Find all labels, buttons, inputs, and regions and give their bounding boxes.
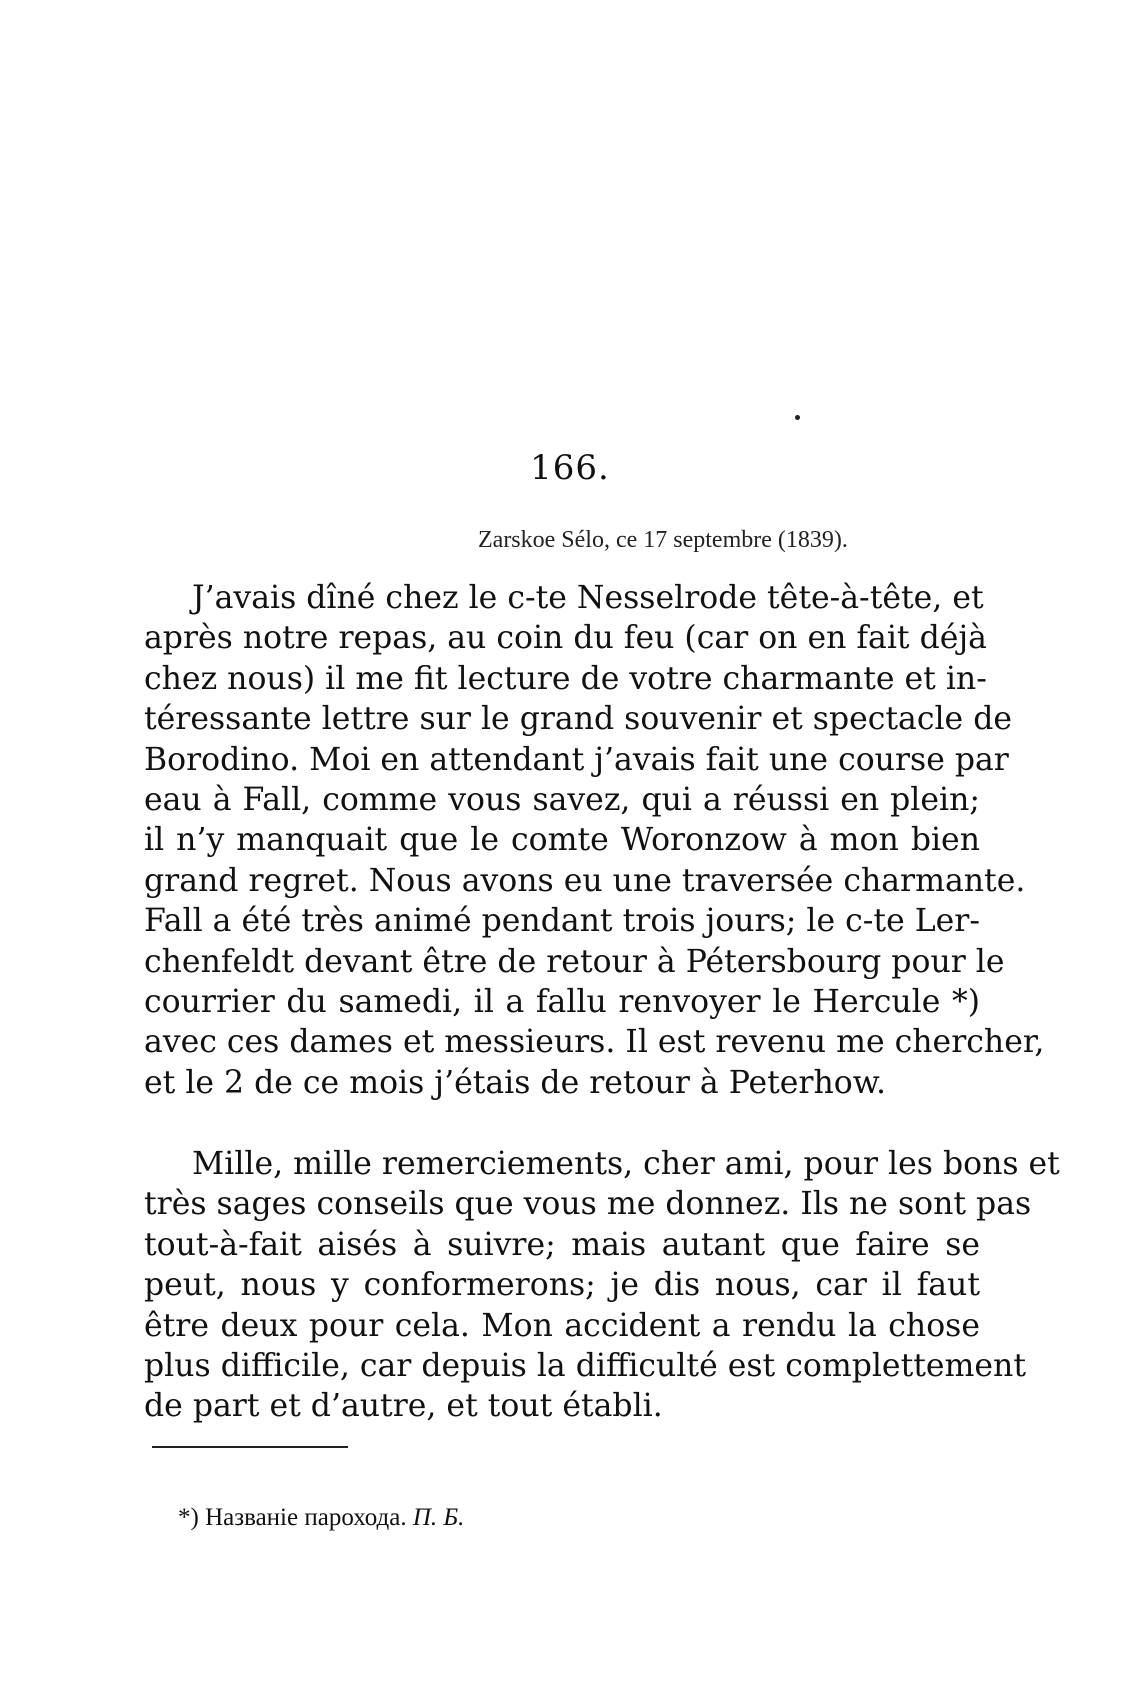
text-line: tout-à-fait aisés à suivre; mais autant que faire se [144, 1226, 980, 1263]
text-line: Fall a été très animé pendant trois jours; le c-te Ler- [144, 903, 980, 940]
text-line: grand regret. Nous avons eu une traversée charmante. [144, 862, 1026, 899]
footnote-text: *) Названіе парохода. [178, 1504, 407, 1531]
text-line: et le 2 de ce mois j’étais de retour à Peterhow. [144, 1064, 886, 1101]
text-line: Mille, mille remerciements, cher ami, pour les bons et [192, 1146, 1060, 1182]
dateline: Zarskoe Sélo, ce 17 septembre (1839). [478, 527, 848, 553]
text-line: il n’y manquait que le comte Woronzow à mon bien [144, 822, 980, 859]
text-line: être deux pour cela. Mon accident a rendu la chose [144, 1307, 980, 1344]
text-line: très sages conseils que vous me donnez. Ils ne sont pas [144, 1186, 1032, 1223]
text-line: plus difficile, car depuis la difficulté est complettement [144, 1348, 1026, 1385]
text-line: J’avais dîné chez le c-te Nesselrode tête-à-tête, et [192, 580, 984, 616]
paragraph-1 [144, 578, 1045, 1103]
text-line: eau à Fall, comme vous savez, qui a réussi en plein; [144, 782, 980, 819]
text-line: de part et d’autre, et tout établi. [144, 1388, 663, 1425]
text-line: chenfeldt devant être de retour à Pétersbourg pour le [144, 943, 1005, 980]
footnote-divider [152, 1446, 348, 1448]
text-line: peut, nous y conformerons; je dis nous, car il faut [144, 1267, 980, 1304]
print-speck [795, 415, 800, 420]
text-line: courrier du samedi, il a fallu renvoyer le Hercule *) [144, 984, 980, 1021]
text-line: avec ces dames et messieurs. Il est revenu me chercher, [144, 1024, 1045, 1061]
letter-number: 166. [530, 448, 610, 488]
footnote [178, 1504, 464, 1532]
text-line: Borodino. Moi en attendant j’avais fait une course par [144, 741, 1009, 778]
footnote-signature: П. Б. [412, 1504, 465, 1531]
text-line: téressante lettre sur le grand souvenir et spectacle de [144, 701, 1013, 738]
text-line: chez nous) il me fit lecture de votre charmante et in- [144, 660, 987, 697]
paragraph-2 [144, 1144, 1060, 1427]
text-line: après notre repas, au coin du feu (car on en fait déjà [144, 620, 987, 657]
